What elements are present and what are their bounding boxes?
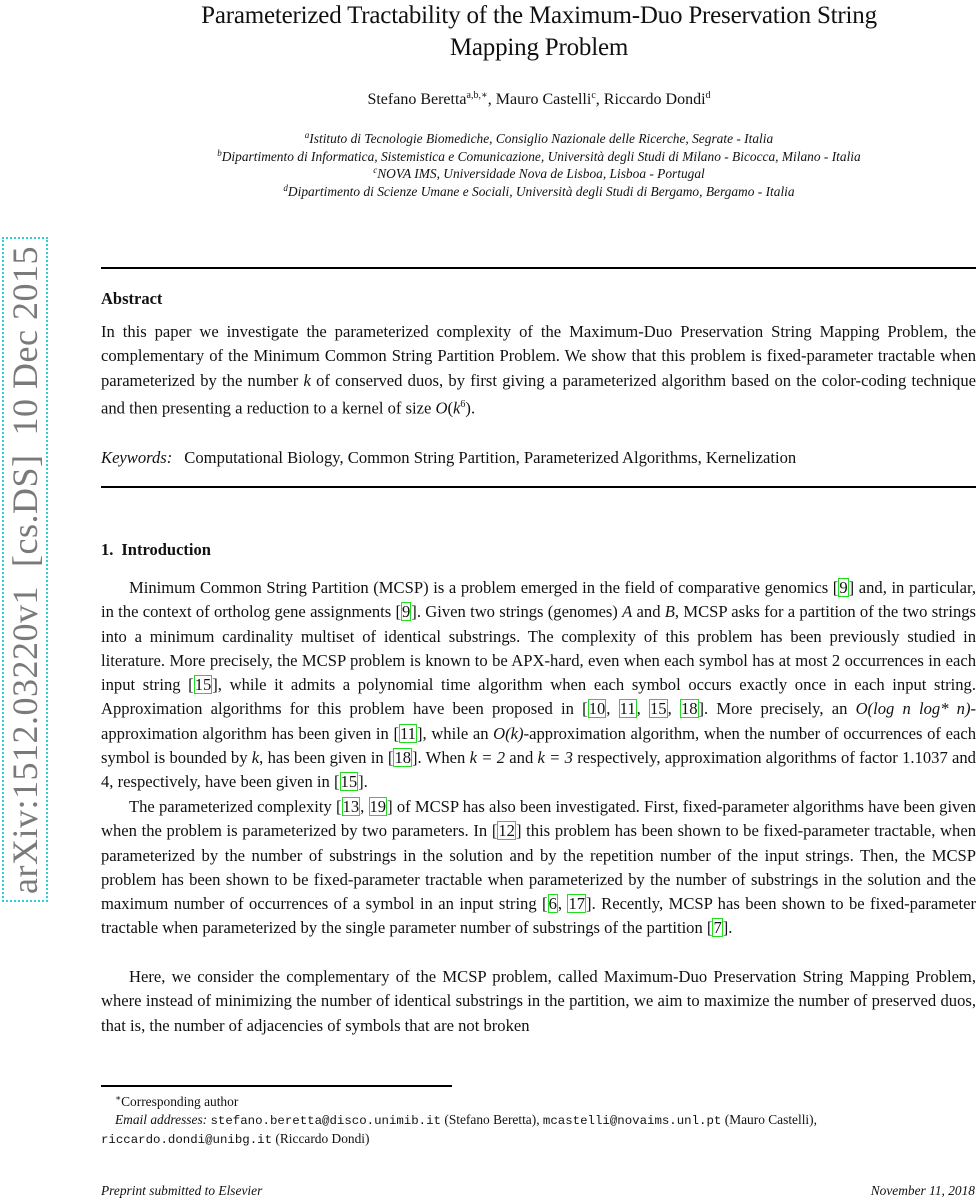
citation-link[interactable]: 15 xyxy=(649,699,667,719)
abstract-heading: Abstract xyxy=(101,289,163,308)
affiliation-list xyxy=(100,130,978,200)
citation-link[interactable]: 17 xyxy=(568,894,586,914)
arxiv-id[interactable]: arXiv:1512.03220v1 xyxy=(5,585,45,894)
affiliation xyxy=(100,183,978,201)
citation-link[interactable]: 9 xyxy=(839,578,848,597)
affiliation-text: NOVA IMS, Universidade Nova de Lisboa, Lisboa - Portugal xyxy=(377,166,705,181)
section-heading-introduction: 1. Introduction xyxy=(101,540,211,559)
intro-paragraph-1: Minimum Common String Partition (MCSP) is a problem emerged in the field of comparative genomics [9] and, in particular, in the context of ortholog gene assignments [9]. Given two strings (genomes) A and B, MCSP asks for a partition of the two strings into a minimum cardinality multiset of identical substrings. The complexity of this problem has been previously studied in literature. More precisely, the MCSP problem is known to be APX-hard, even when each symbol has at most 2 occurrences in each input string [15], while it admits a polynomial time algorithm when each symbol occurs exactly once in each input string. Approximation algorithms for this problem have been proposed in [10, 11, 15, 18]. More precisely, an O(log n log* n)-approximation algorithm has been given in [11], while an O(k)-approximation algorithm, when the number of occurrences of each symbol is bounded by k, has been given in [18]. When k = 2 and k = 3 respectively, approximation algorithms of factor 1.1037 and 4, respectively, have been given in [15]. xyxy=(101,578,977,792)
title-line-2: Mapping Problem xyxy=(449,34,629,61)
author-name: Mauro Castelli xyxy=(495,91,592,108)
affiliation xyxy=(100,130,978,148)
keywords xyxy=(101,448,796,468)
footnote-corresponding: ∗Corresponding author xyxy=(115,1093,239,1109)
author-list: Stefano Beretta$^{a,b,∗}$, Mauro Castelli$^c$, Riccardo Dondi$^d$ xyxy=(367,90,711,108)
email-link[interactable]: stefano.beretta@disco.unimib.it xyxy=(210,1113,441,1128)
citation-link[interactable]: 6 xyxy=(548,894,557,914)
author-marks: d xyxy=(705,90,711,101)
affiliation-text: Dipartimento di Scienze Umane e Sociali, Università degli Studi di Bergamo, Bergamo - Italia xyxy=(287,183,795,199)
email-link[interactable]: mcastelli@novaims.unl.pt xyxy=(542,1113,722,1128)
email-link[interactable]: riccardo.dondi@unibg.it xyxy=(101,1133,273,1147)
abstract-body: In this paper we investigate the parameterized complexity of the Maximum-Duo Preservation String Mapping Problem, the complementary of the Minimum Common String Partition Problem. We show that this problem is fixed-parameter tractable when parameterized by the number k of conserved duos, by first giving a parameterized algorithm based on the color-coding technique and then presenting a reduction to a kernel of size $O(k^6)$. xyxy=(101,322,976,418)
citation-link[interactable]: 18 xyxy=(680,699,698,719)
affiliation-mark: c xyxy=(373,165,378,175)
intro-paragraph-2: The parameterized complexity [13, 19] of MCSP has also been investigated. First, fixed-parameter algorithms have been given when the problem is parameterized by two parameters. In [12] this problem has been shown to be fixed-parameter tractable, when parameterized by the number of substrings in the solution and by the repetition number of the input strings. Then, the MCSP problem has been shown to be fixed-parameter tractable when parameterized by the number of substrings in the solution and the maximum number of occurrences of a symbol in an input string [6, 17]. Recently, MCSP has been shown to be fixed-parameter tractable when parameterized by the single parameter number of substrings of the partition [7]. xyxy=(101,797,977,938)
arxiv-category: [cs.DS] xyxy=(5,454,45,567)
citation-link[interactable]: 11 xyxy=(619,699,636,719)
affiliation xyxy=(100,148,978,166)
arxiv-stamp-text xyxy=(4,246,46,894)
title-line-1: Parameterized Tractability of the Maximum-Duo Preservation String xyxy=(201,2,877,29)
footnotes xyxy=(101,1093,976,1150)
paper-title xyxy=(100,0,978,64)
affiliation-text: Dipartimento di Informatica, Sistemistica e Comunicazione, Università degli Studi di Milano - Bicocca, Milano - Italia xyxy=(221,148,861,164)
citation-link[interactable]: 12 xyxy=(498,821,515,841)
arxiv-date: 10 Dec 2015 xyxy=(5,245,45,436)
abstract-top-rule xyxy=(101,267,976,269)
abstract-bottom-rule xyxy=(101,486,976,488)
affiliation xyxy=(100,165,978,183)
footer-preprint-note: Preprint submitted to Elsevier xyxy=(101,1183,263,1198)
citation-link[interactable]: 13 xyxy=(342,797,360,816)
affiliation-mark: a xyxy=(304,130,310,140)
affiliation-text: Istituto di Tecnologie Biomediche, Consiglio Nazionale delle Ricerche, Segrate - Italia xyxy=(309,131,774,146)
footnote-rule xyxy=(101,1085,452,1087)
intro-paragraph-3: Here, we consider the complementary of the MCSP problem, called Maximum-Duo Preservation String Mapping Problem, where instead of minimizing the number of identical substrings in the partition, we aim to maximize the number of preserved duos, that is, the number of adjacencies of symbols that are not broken xyxy=(101,967,976,1035)
affiliation-mark: d xyxy=(283,182,288,193)
citation-link[interactable]: 11 xyxy=(400,723,416,743)
author-name: Stefano Beretta xyxy=(367,91,467,108)
author-marks: c xyxy=(591,90,596,101)
citation-link[interactable]: 15 xyxy=(340,772,358,792)
citation-link[interactable]: 15 xyxy=(194,675,212,695)
footer-date: November 11, 2018 xyxy=(870,1183,975,1198)
keywords-label: Keywords: xyxy=(101,448,173,467)
citation-link[interactable]: 18 xyxy=(394,748,412,768)
keywords-list: Computational Biology, Common String Partition, Parameterized Algorithms, Kernelization xyxy=(184,448,797,467)
citation-link[interactable]: 10 xyxy=(588,699,606,719)
citation-link[interactable]: 7 xyxy=(713,918,722,938)
citation-link[interactable]: 9 xyxy=(402,602,411,622)
footnote-emails: Email addresses: stefano.beretta@disco.unimib.it (Stefano Beretta), mcastelli@novaims.unl.pt (Mauro Castelli), riccardo.dondi@unibg.it (Riccardo Dondi) xyxy=(101,1111,817,1147)
arxiv-stamp[interactable] xyxy=(2,237,48,902)
citation-link[interactable]: 19 xyxy=(369,797,387,816)
author-name: Riccardo Dondi xyxy=(603,91,706,108)
affiliation-mark: b xyxy=(217,147,222,158)
author-marks: a,b,∗ xyxy=(466,90,488,101)
